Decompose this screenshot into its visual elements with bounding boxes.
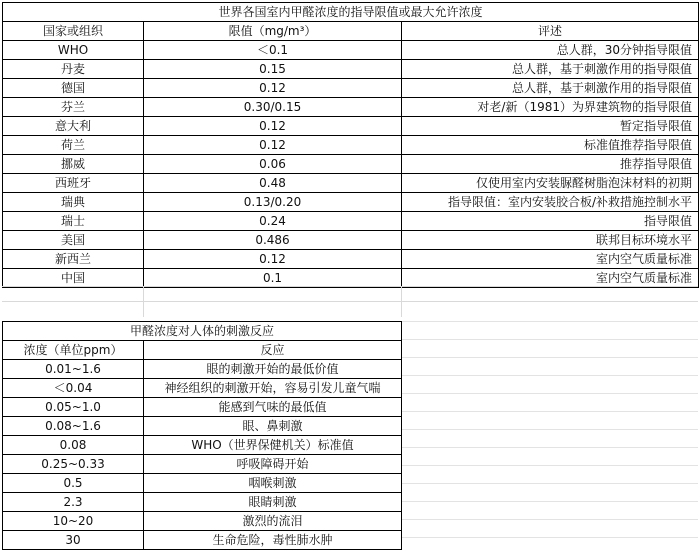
table-title-row: [3, 322, 402, 341]
cell-concentration[interactable]: 0.5: [3, 474, 144, 493]
cell-country[interactable]: 挪威: [3, 155, 144, 174]
cell-comment[interactable]: 标准值推荐指导限值: [402, 136, 699, 155]
empty-grid-rows: [2, 286, 698, 317]
table-header-row: [3, 22, 699, 41]
cell-reaction[interactable]: 神经组织的刺激开始，容易引发儿童气喘: [144, 379, 402, 398]
table-row: [3, 174, 699, 193]
cell-limit[interactable]: 0.06: [144, 155, 402, 174]
cell-comment[interactable]: 推荐指导限值: [402, 155, 699, 174]
cell-limit[interactable]: 0.12: [144, 79, 402, 98]
table-row: [3, 493, 402, 512]
cell-reaction[interactable]: 咽喉刺激: [144, 474, 402, 493]
cell-country[interactable]: 瑞士: [3, 212, 144, 231]
header-limit[interactable]: 限值（mg/m³）: [144, 22, 402, 41]
cell-country[interactable]: 中国: [3, 269, 144, 288]
cell-limit[interactable]: 0.1: [144, 269, 402, 288]
table-row: [3, 212, 699, 231]
cell-country[interactable]: 荷兰: [3, 136, 144, 155]
header-concentration[interactable]: 浓度（单位ppm）: [3, 341, 144, 360]
cell-reaction[interactable]: 呼吸障碍开始: [144, 455, 402, 474]
cell-reaction[interactable]: 眼睛刺激: [144, 493, 402, 512]
cell-limit[interactable]: 0.12: [144, 136, 402, 155]
table-row: [3, 98, 699, 117]
cell-country[interactable]: 意大利: [3, 117, 144, 136]
table-row: [3, 41, 699, 60]
table-row: [3, 155, 699, 174]
formaldehyde-limits-table: [2, 2, 699, 288]
cell-concentration[interactable]: 2.3: [3, 493, 144, 512]
table-header-row: [3, 341, 402, 360]
cell-limit[interactable]: 0.30/0.15: [144, 98, 402, 117]
table-title-row: [3, 3, 699, 22]
irritation-response-table: [2, 321, 402, 550]
cell-comment[interactable]: 总人群，30分钟指导限值: [402, 41, 699, 60]
table-row: [3, 250, 699, 269]
cell-comment[interactable]: 总人群，基于刺激作用的指导限值: [402, 79, 699, 98]
empty-grid-area: [401, 316, 698, 549]
cell-comment[interactable]: 室内空气质量标准: [402, 250, 699, 269]
cell-country[interactable]: 丹麦: [3, 60, 144, 79]
table-row: [3, 436, 402, 455]
cell-comment[interactable]: 总人群，基于刺激作用的指导限值: [402, 60, 699, 79]
cell-limit[interactable]: 0.12: [144, 117, 402, 136]
cell-limit[interactable]: 0.24: [144, 212, 402, 231]
cell-country[interactable]: 德国: [3, 79, 144, 98]
table-row: [3, 417, 402, 436]
cell-limit[interactable]: 0.48: [144, 174, 402, 193]
table-row: [3, 512, 402, 531]
cell-concentration[interactable]: 0.25~0.33: [3, 455, 144, 474]
table-row: [3, 117, 699, 136]
table-row: [3, 60, 699, 79]
cell-country[interactable]: 芬兰: [3, 98, 144, 117]
cell-comment[interactable]: 指导限值：室内安装胶合板/补救措施控制水平: [402, 193, 699, 212]
cell-comment[interactable]: 对老/新（1981）为界建筑物的指导限值: [402, 98, 699, 117]
cell-reaction[interactable]: 眼的刺激开始的最低价值: [144, 360, 402, 379]
cell-limit[interactable]: 0.15: [144, 60, 402, 79]
table-row: [3, 531, 402, 550]
table-row: [3, 136, 699, 155]
table-row: [3, 379, 402, 398]
cell-comment[interactable]: 指导限值: [402, 212, 699, 231]
cell-concentration[interactable]: 0.08: [3, 436, 144, 455]
header-reaction[interactable]: 反应: [144, 341, 402, 360]
table-row: [3, 398, 402, 417]
cell-concentration[interactable]: 0.01~1.6: [3, 360, 144, 379]
cell-limit[interactable]: 0.12: [144, 250, 402, 269]
table-row: [3, 360, 402, 379]
cell-limit[interactable]: ＜0.1: [144, 41, 402, 60]
cell-concentration[interactable]: 30: [3, 531, 144, 550]
cell-reaction[interactable]: 生命危险，毒性肺水肿: [144, 531, 402, 550]
table-row: [3, 193, 699, 212]
cell-comment[interactable]: 联邦目标环境水平: [402, 231, 699, 250]
cell-comment[interactable]: 室内空气质量标准: [402, 269, 699, 288]
cell-concentration[interactable]: 10~20: [3, 512, 144, 531]
cell-concentration[interactable]: 0.05~1.0: [3, 398, 144, 417]
table-row: [3, 455, 402, 474]
table-row: [3, 269, 699, 288]
cell-concentration[interactable]: ＜0.04: [3, 379, 144, 398]
cell-country[interactable]: 西班牙: [3, 174, 144, 193]
table-title[interactable]: 甲醛浓度对人体的刺激反应: [3, 322, 402, 341]
cell-comment[interactable]: 仅使用室内安装脲醛树脂泡沫材料的初期: [402, 174, 699, 193]
cell-country[interactable]: 美国: [3, 231, 144, 250]
table-row: [3, 231, 699, 250]
cell-limit[interactable]: 0.486: [144, 231, 402, 250]
header-country[interactable]: 国家或组织: [3, 22, 144, 41]
cell-comment[interactable]: 暂定指导限值: [402, 117, 699, 136]
cell-reaction[interactable]: WHO（世界保健机关）标准值: [144, 436, 402, 455]
cell-country[interactable]: 新西兰: [3, 250, 144, 269]
cell-country[interactable]: WHO: [3, 41, 144, 60]
table-row: [3, 474, 402, 493]
cell-country[interactable]: 瑞典: [3, 193, 144, 212]
cell-concentration[interactable]: 0.08~1.6: [3, 417, 144, 436]
cell-reaction[interactable]: 眼、鼻刺激: [144, 417, 402, 436]
cell-reaction[interactable]: 能感到气味的最低值: [144, 398, 402, 417]
cell-limit[interactable]: 0.13/0.20: [144, 193, 402, 212]
cell-reaction[interactable]: 激烈的流泪: [144, 512, 402, 531]
table-row: [3, 79, 699, 98]
table-title[interactable]: 世界各国室内甲醛浓度的指导限值或最大允许浓度: [3, 3, 699, 22]
header-comment[interactable]: 评述: [402, 22, 699, 41]
